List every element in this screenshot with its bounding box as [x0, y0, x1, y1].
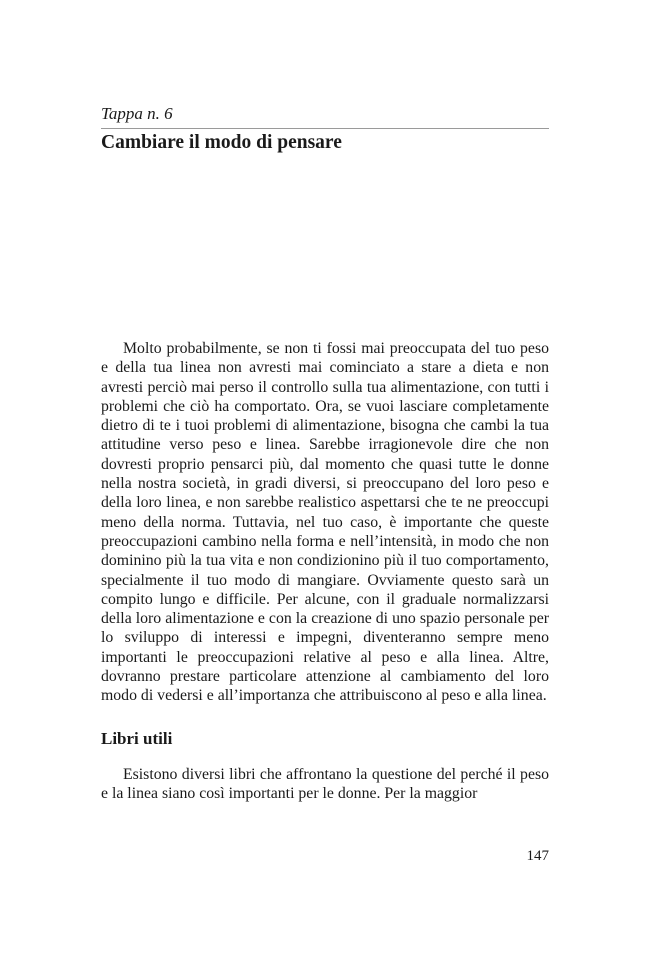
chapter-divider: [101, 128, 549, 129]
page-number: 147: [526, 848, 549, 864]
chapter-title: Cambiare il modo di pensare: [101, 132, 342, 153]
body-paragraph: Molto probabilmente, se non ti fossi mai preoccupata del tuo peso e della tua linea non avresti mai cominciato a stare a dieta e non avresti perciò mai perso il controllo sulla tua alimentazione, con tutti i problemi che ciò ha comportato. Ora, se vuoi lasciare completamente dietro di te i tuoi problemi di alimentazione, bisogna che cambi la tua attitudine verso peso e linea. Sarebbe irragionevole dire che non dovresti proprio pensarci più, dal momento che quasi tutte le donne nella nostra società, in gradi diversi, si preoccupano del loro peso e della loro linea, e non sarebbe realistico aspettarsi che te ne preoccupi meno della norma. Tuttavia, nel tuo caso, è importante che queste preoccupazioni cambino nella forma e nell’intensità, in modo che non dominino più la tua vita e non condizionino più il tuo comportamento, specialmente il tuo modo di mangiare. Ovviamente questo sarà un compito lungo e difficile. Per alcune, con il graduale normalizzarsi della loro alimentazione e con la creazione di uno spazio personale per lo sviluppo di interessi e impegni, diventeranno sempre meno importanti le preoccupazioni relative al peso e alla linea. Altre, dovranno prestare particolare attenzione al cambiamento del loro modo di vedersi e all’importanza che attribuiscono al peso e alla linea.: [101, 340, 549, 705]
section-paragraph: Esistono diversi libri che affrontano la questione del perché il peso e la linea siano così importanti per le donne. Per la maggior: [101, 766, 549, 803]
section-heading: Libri utili: [101, 729, 173, 748]
chapter-label: Tappa n. 6: [101, 104, 173, 123]
